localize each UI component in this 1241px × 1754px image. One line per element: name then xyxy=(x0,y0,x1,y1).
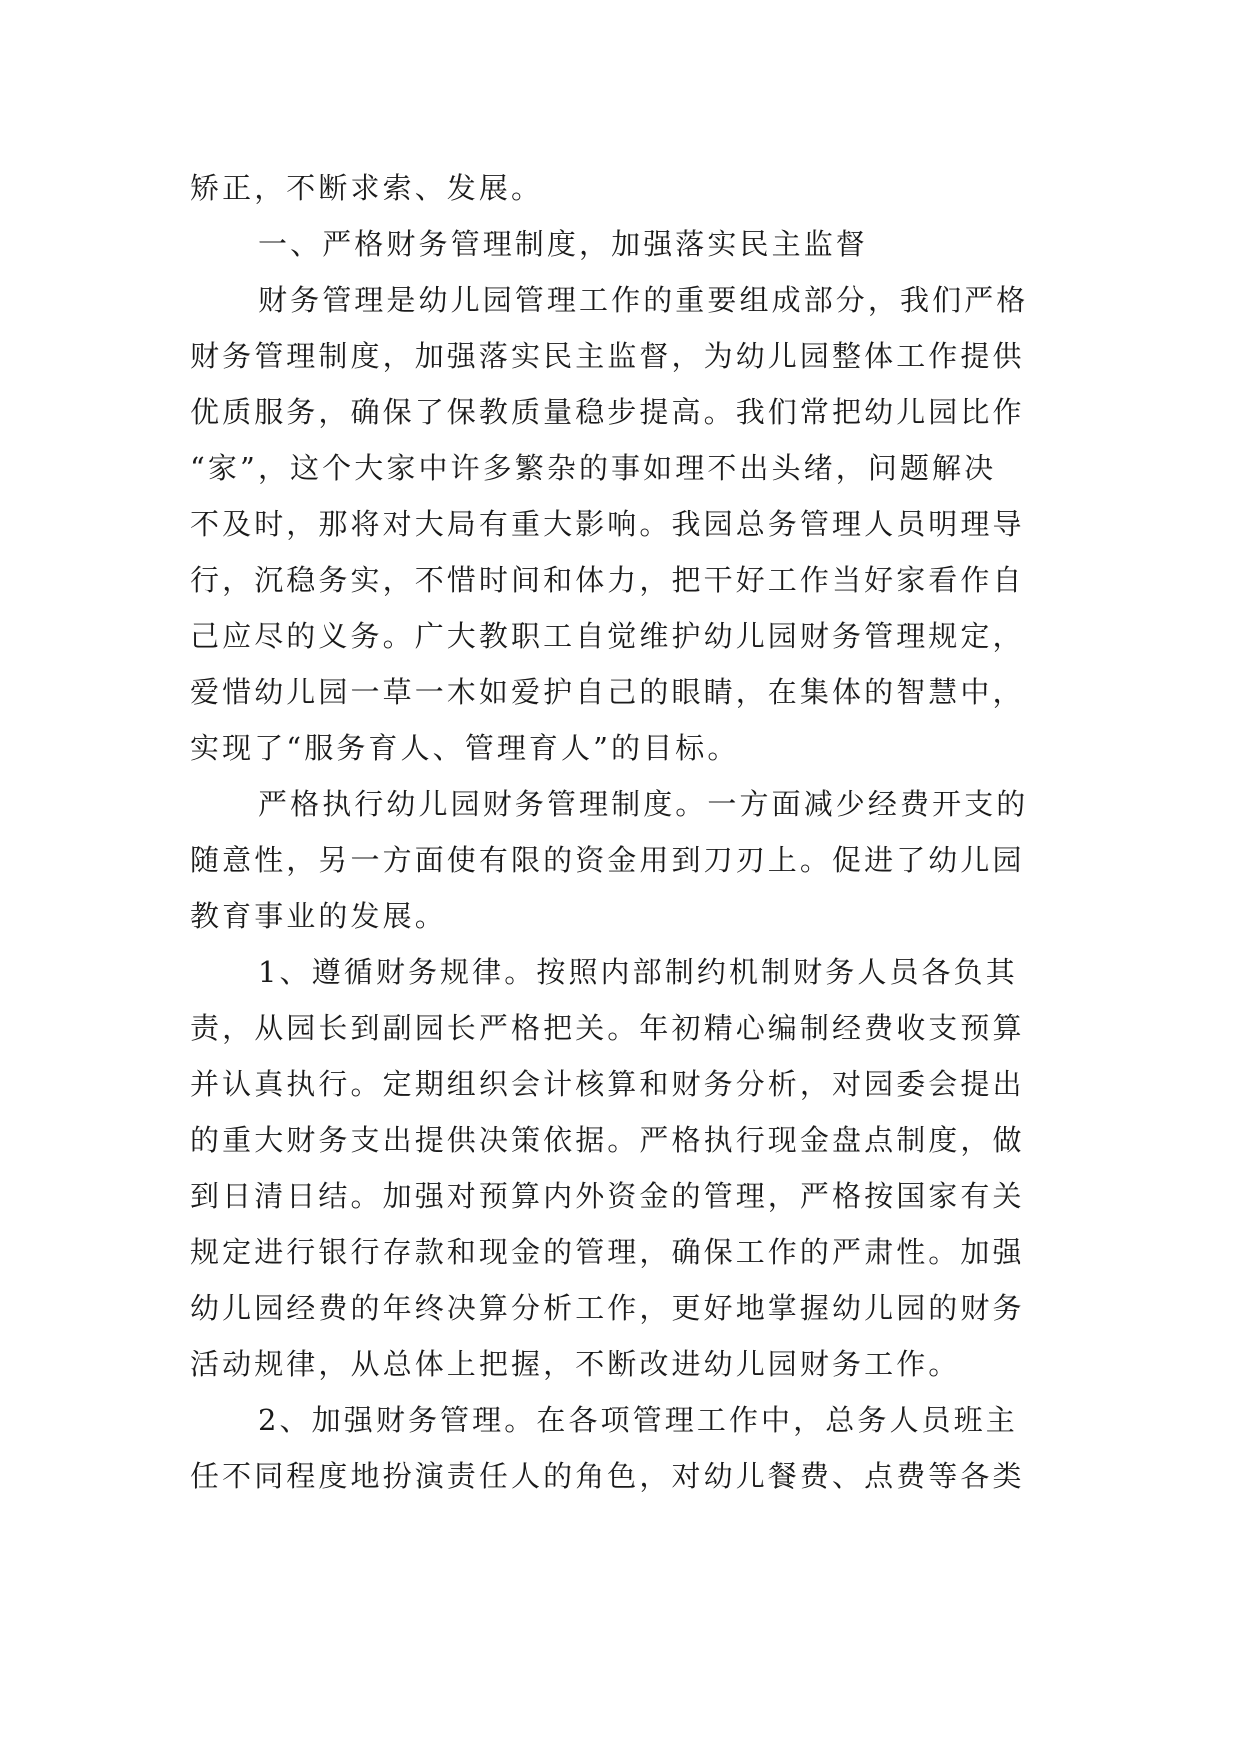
text-line: “家”，这个大家中许多繁杂的事如理不出头绪，问题解决 xyxy=(190,451,997,485)
text-line: 财务管理制度，加强落实民主监督，为幼儿园整体工作提供 xyxy=(190,339,1025,373)
text-line: 并认真执行。定期组织会计核算和财务分析，对园委会提出 xyxy=(190,1067,1025,1101)
text-line: 一、严格财务管理制度，加强落实民主监督 xyxy=(258,227,868,261)
text-line: 幼儿园经费的年终决算分析工作，更好地掌握幼儿园的财务 xyxy=(190,1291,1025,1325)
text-line: 矫正，不断求索、发展。 xyxy=(190,171,544,205)
text-line: 财务管理是幼儿园管理工作的重要组成部分，我们严格 xyxy=(258,283,1029,317)
text-line: 到日清日结。加强对预算内外资金的管理，严格按国家有关 xyxy=(190,1179,1025,1213)
text-line: 1、遵循财务规律。按照内部制约机制财务人员各负其 xyxy=(258,955,1018,989)
text-line: 严格执行幼儿园财务管理制度。一方面减少经费开支的 xyxy=(258,787,1029,821)
text-line: 教育事业的发展。 xyxy=(190,899,447,933)
text-line: 2、加强财务管理。在各项管理工作中，总务人员班主 xyxy=(258,1403,1018,1437)
text-line: 活动规律，从总体上把握，不断改进幼儿园财务工作。 xyxy=(190,1347,961,1381)
text-line: 行，沉稳务实，不惜时间和体力，把干好工作当好家看作自 xyxy=(190,563,1025,597)
text-line: 的重大财务支出提供决策依据。严格执行现金盘点制度，做 xyxy=(190,1123,1025,1157)
body-text xyxy=(190,160,1050,1504)
text-line: 爱惜幼儿园一草一木如爱护自己的眼睛，在集体的智慧中， xyxy=(190,675,1025,709)
text-line: 任不同程度地扮演责任人的角色，对幼儿餐费、点费等各类 xyxy=(190,1459,1025,1493)
text-line: 己应尽的义务。广大教职工自觉维护幼儿园财务管理规定， xyxy=(190,619,1025,653)
text-line: 规定进行银行存款和现金的管理，确保工作的严肃性。加强 xyxy=(190,1235,1025,1269)
text-line: 实现了“服务育人、管理育人”的目标。 xyxy=(190,731,740,765)
text-line: 随意性，另一方面使有限的资金用到刀刃上。促进了幼儿园 xyxy=(190,843,1025,877)
text-line: 不及时，那将对大局有重大影响。我园总务管理人员明理导 xyxy=(190,507,1025,541)
text-line: 责，从园长到副园长严格把关。年初精心编制经费收支预算 xyxy=(190,1011,1025,1045)
text-line: 优质服务，确保了保教质量稳步提高。我们常把幼儿园比作 xyxy=(190,395,1025,429)
